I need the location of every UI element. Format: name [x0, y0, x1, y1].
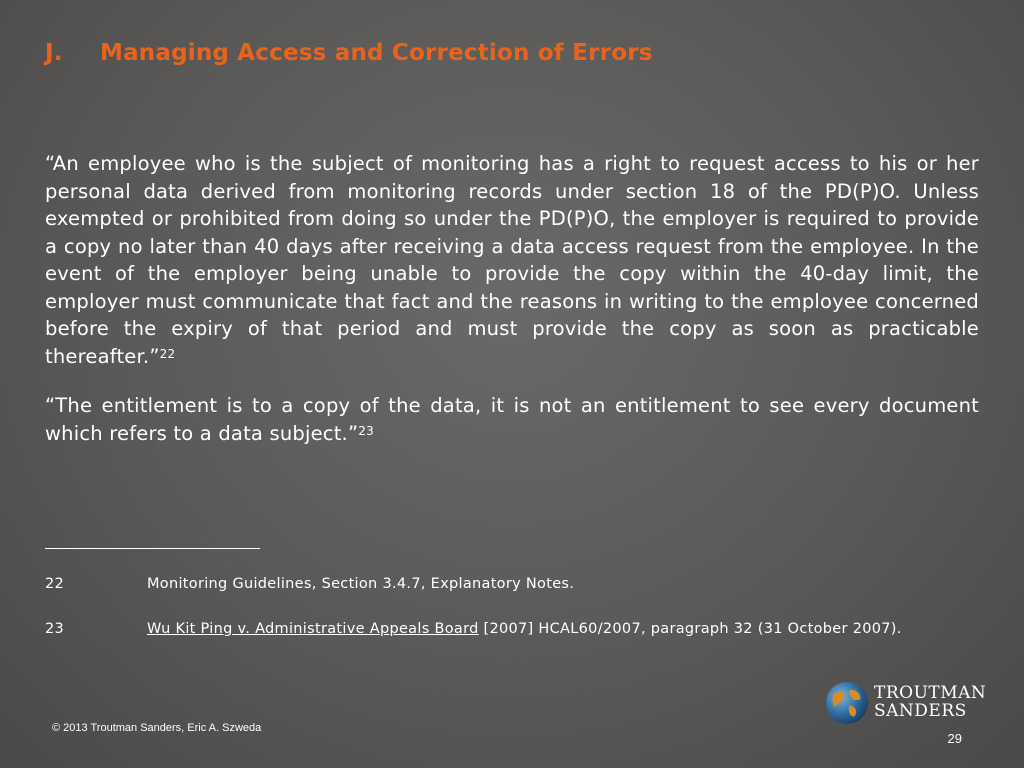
page-number: 29	[947, 731, 962, 746]
section-heading: Managing Access and Correction of Errors	[100, 40, 653, 66]
logo-line-1: TROUTMAN	[874, 683, 987, 703]
footnote	[45, 575, 979, 594]
quote-text: “An employee who is the subject of monitoring has a right to request access to his or her personal data derived from monitoring records under section 18 of the PD(P)O. Unless exempted or prohibited from doing so under the PD(P)O, the employer is required to provide a copy no later than 40 days after receiving a data access request from the employee. In the event of the employer being unable to provide the copy within the 40-day limit, the employer must communicate that fact and the reasons in writing to the employee concerned before the expiry of that period and must provide the copy as soon as practicable thereafter.”	[45, 152, 979, 368]
footnotes	[45, 575, 979, 665]
footnote	[45, 620, 979, 639]
footnote-number: 23	[45, 621, 65, 637]
footnote-text: Monitoring Guidelines, Section 3.4.7, Explanatory Notes.	[147, 576, 575, 592]
footnote-text: [2007] HCAL60/2007, paragraph 32 (31 October 2007).	[478, 621, 902, 637]
footnote-ref: 22	[159, 346, 176, 361]
quote-text: “The entitlement is to a copy of the data, it is not an entitlement to see every document which refers to a data subject.”	[45, 394, 979, 445]
logo-line-2: SANDERS	[874, 701, 967, 721]
section-number: J.	[45, 40, 63, 66]
copyright-notice: © 2013 Troutman Sanders, Eric A. Szweda	[52, 722, 262, 734]
quote-body	[45, 150, 979, 469]
footnote-ref: 23	[358, 423, 374, 438]
footnote-divider	[45, 548, 260, 549]
globe-icon	[824, 680, 870, 726]
footnote-number: 22	[45, 576, 65, 592]
slide-title	[45, 40, 653, 66]
case-citation-link[interactable]: Wu Kit Ping v. Administrative Appeals Board	[147, 621, 479, 637]
quote-paragraph	[45, 150, 979, 370]
logo-wordmark	[874, 684, 986, 720]
quote-paragraph	[45, 392, 979, 447]
